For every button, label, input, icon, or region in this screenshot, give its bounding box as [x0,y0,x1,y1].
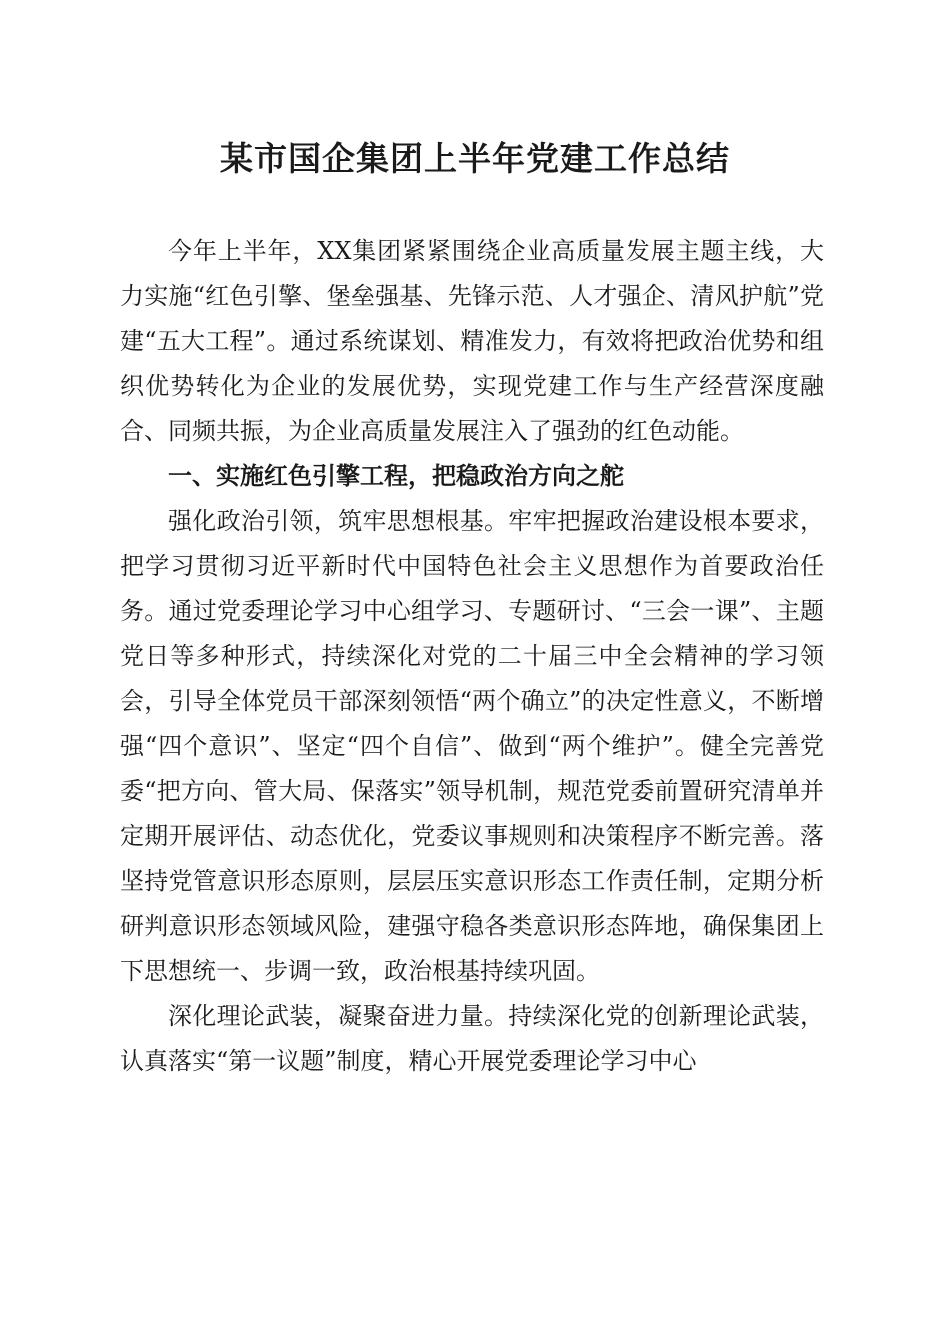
intro-paragraph: 今年上半年，XX集团紧紧围绕企业高质量发展主题主线，大力实施“红色引擎、堡垒强基、先锋示范、人才强企、清风护航”党建“五大工程”。通过系统谋划、精准发力，有效将把政治优势和组织优势转化为企业的发展优势，实现党建工作与生产经营深度融合、同频共振，为企业高质量发展注入了强劲的红色动能。 [120,237,824,445]
section-1-heading: 一、实施红色引擎工程，把稳政治方向之舵 [168,462,624,490]
document-body [120,229,824,1084]
section-1-paragraph-1: 强化政治引领，筑牢思想根基。牢牢把握政治建设根本要求，把学习贯彻习近平新时代中国特色社会主义思想作为首要政治任务。通过党委理论学习中心组学习、专题研讨、“三会一课”、主题党日等多种形式，持续深化对党的二十届三中全会精神的学习领会，引导全体党员干部深刻领悟“两个确立”的决定性意义，不断增强“四个意识”、坚定“四个自信”、做到“两个维护”。健全完善党委“把方向、管大局、保落实”领导机制，规范党委前置研究清单并定期开展评估、动态优化，党委议事规则和决策程序不断完善。落坚持党管意识形态原则，层层压实意识形态工作责任制，定期分析研判意识形态领域风险，建强守稳各类意识形态阵地，确保集团上下思想统一、步调一致，政治根基持续巩固。 [120,507,824,985]
section-1-paragraph-2: 深化理论武装，凝聚奋进力量。持续深化党的创新理论武装，认真落实“第一议题”制度，精心开展党委理论学习中心 [120,1002,824,1075]
document-title: 某市国企集团上半年党建工作总结 [220,139,730,178]
